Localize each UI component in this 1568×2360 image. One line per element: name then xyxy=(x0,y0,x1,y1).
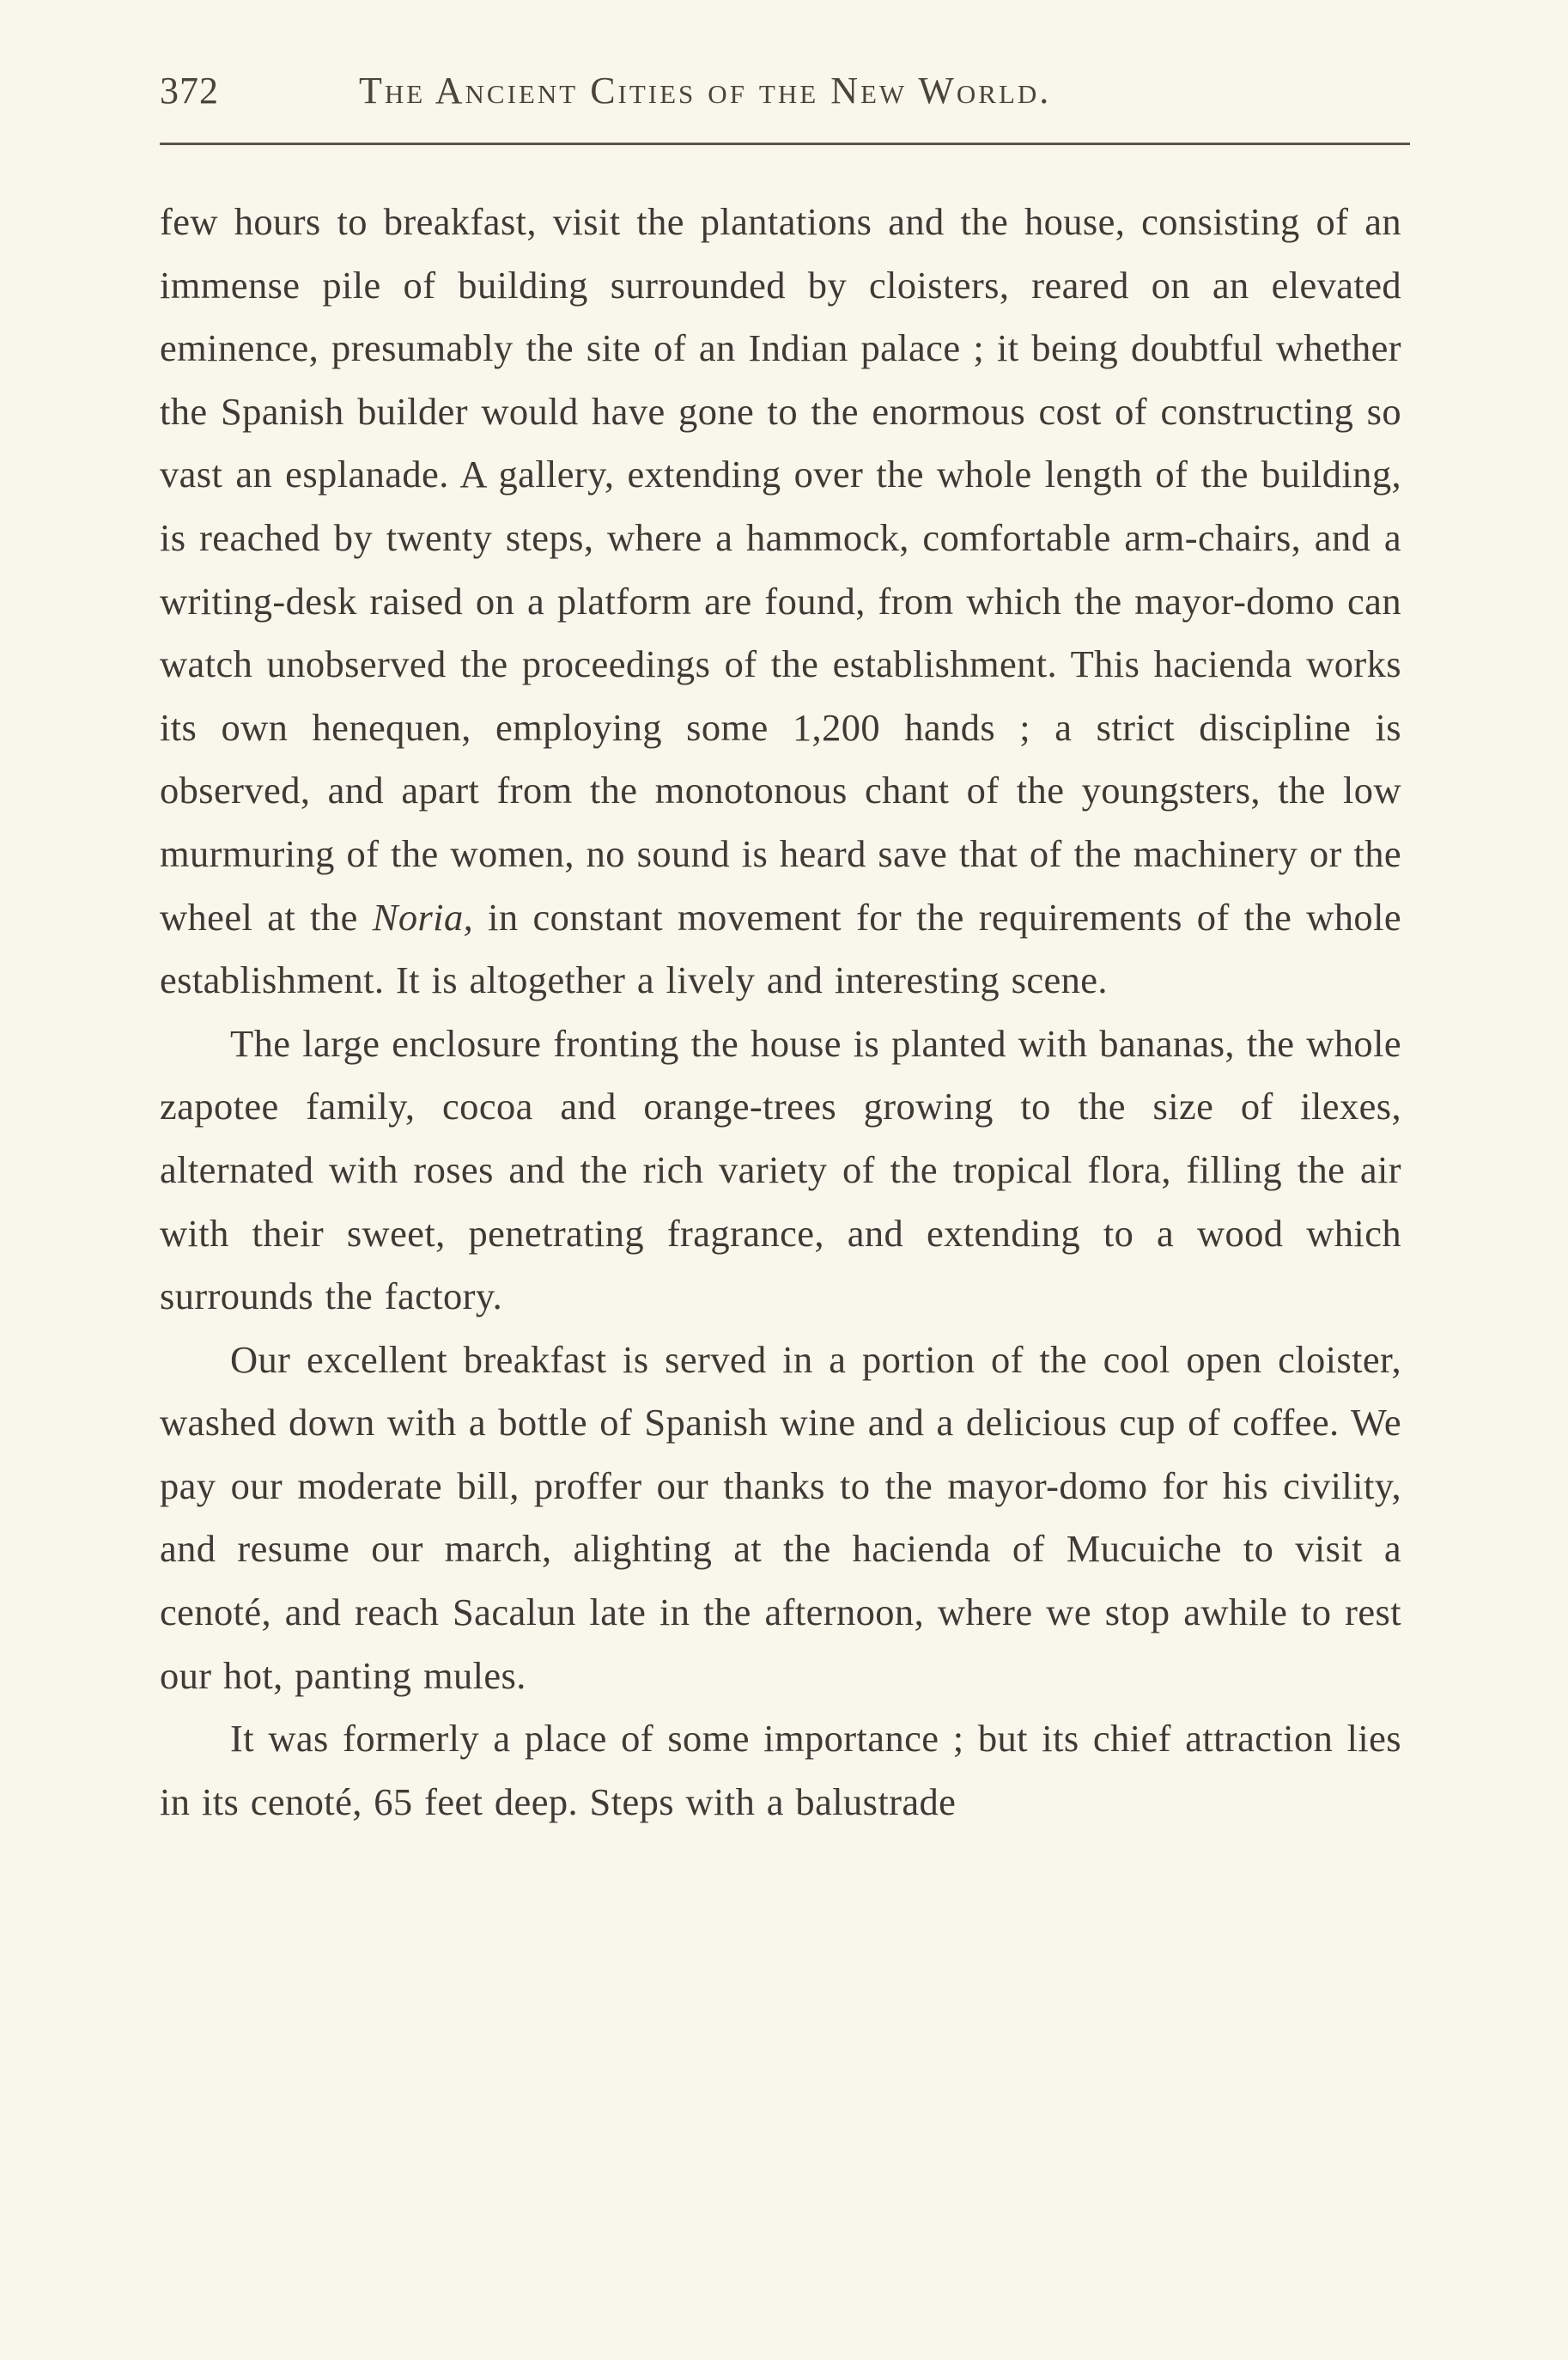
paragraph-1-text-after: in constant movement for the requirements of the whole establishment. It is altogether a lively and interesting scene. xyxy=(160,895,1401,1002)
paragraph-3: Our excellent breakfast is served in a portion of the cool open cloister, washed down with a bottle of Spanish wine and a delicious cup of coffee. We pay our moderate bill, proffer our thanks to the mayor-domo for his civility, and resume our march, alighting at the hacienda of Mucuiche to visit a cenoté, and reach Sacalun late in the afternoon, where we stop awhile to rest our hot, panting mules. xyxy=(160,1337,1401,1697)
noria-italic-term: Noria, xyxy=(372,895,474,939)
paragraph-4: It was formerly a place of some importance ; but its chief attraction lies in its cenoté, 65 feet deep. Steps with a balustrade xyxy=(160,1717,1401,1823)
paragraph-2: The large enclosure fronting the house is planted with bananas, the whole zapotee family, cocoa and orange-trees growing to the size of ilexes, alternated with roses and the rich variety of the tropical flora, filling the air with their sweet, penetrating fragrance, and extending to a wood which surrounds the factory. xyxy=(160,1021,1401,1318)
page-number: 372 xyxy=(160,70,219,112)
page-header xyxy=(160,62,1405,122)
running-title: The Ancient Cities of the New World. xyxy=(359,70,1052,112)
body-text xyxy=(160,191,1401,1834)
header-rule xyxy=(160,143,1410,145)
paragraph-1 xyxy=(160,191,1401,1013)
paragraph-1-text-before: few hours to breakfast, visit the plantations and the house, consisting of an immense pile of building surrounded by cloisters, reared on an elevated eminence, presumably the site of an Indian palace ; it being doubtful whether the Spanish builder would have gone to the enormous cost of constructing so vast an esplanade. A gallery, extending over the whole length of the building, is reached by twenty steps, where a hammock, comfortable arm-chairs, and a writing-desk raised on a platform are found, from which the mayor-domo can watch unobserved the proceedings of the establishment. This hacienda works its own henequen, employing some 1,200 hands ; a strict discipline is observed, and apart from the monotonous chant of the youngsters, the low murmuring of the women, no sound is heard save that of the machinery or the wheel at the xyxy=(160,200,1401,939)
